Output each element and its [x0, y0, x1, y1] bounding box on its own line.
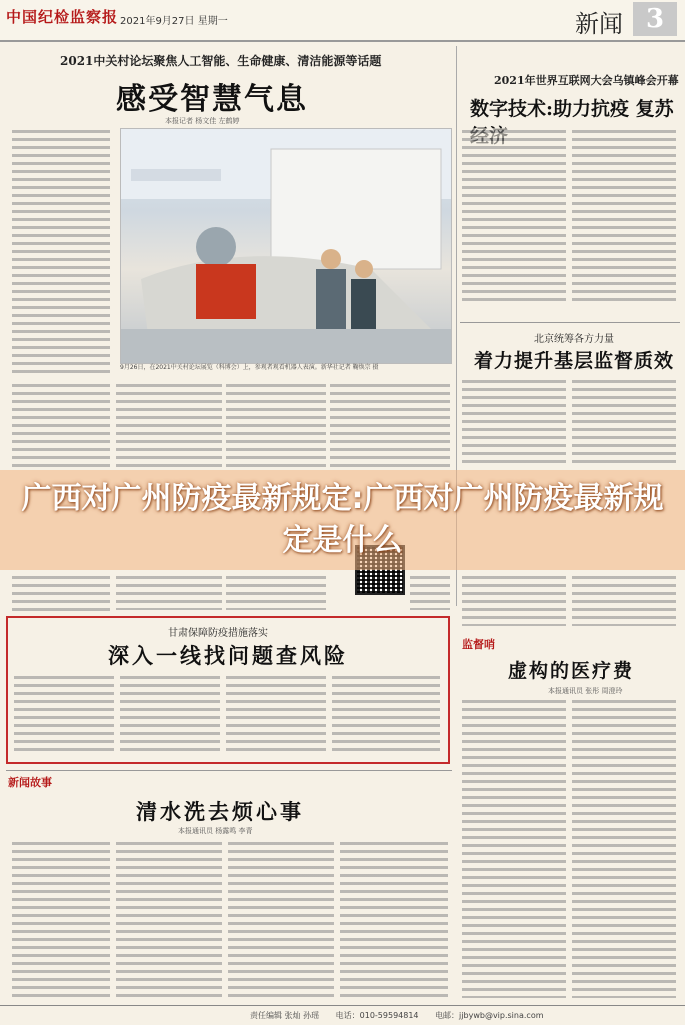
bottom-story-text-column [228, 840, 334, 1000]
top-story-text-column [226, 574, 326, 610]
right-story-kicker: 2021年世界互联网大会乌镇峰会开幕 [494, 74, 679, 87]
top-story-text-column [410, 574, 450, 610]
right-story-text-column [462, 128, 566, 306]
footer-editor: 责任编辑 张灿 孙瑶 [250, 1011, 320, 1020]
supervision-headline: 虚构的医疗费 [508, 660, 635, 682]
bottom-story-text-column [116, 840, 222, 1000]
supervision-tag: 监督哨 [462, 638, 495, 651]
beijing-story-text-column [462, 574, 566, 626]
beijing-story-kicker: 北京统筹各方力量 [534, 334, 614, 345]
footer-phone: 电话：010-59594814 [335, 1011, 419, 1020]
right-story-text-column [572, 128, 676, 306]
bottom-story-text-column [340, 840, 448, 1000]
supervision-byline: 本报通讯员 张彤 周澄玲 [548, 687, 623, 695]
top-story-byline: 本报记者 杨文佳 左鹤婷 [165, 117, 240, 125]
top-story-text-column [226, 382, 326, 468]
bottom-story-text-column [12, 840, 110, 1000]
top-story-text-column [116, 574, 222, 610]
section-divider [6, 770, 452, 771]
supervision-text-column [462, 698, 566, 998]
footer-email: 电邮：jjbywb@vip.sina.com [435, 1011, 544, 1020]
overlay-title: 广西对广州防疫最新规定:广西对广州防疫最新规定是什么 [21, 481, 664, 558]
gansu-story-headline: 深入一线找问题查风险 [108, 643, 348, 668]
section-divider [460, 322, 680, 323]
gansu-story-text-column [120, 674, 220, 754]
beijing-story-text-column [572, 574, 676, 626]
page-number: 3 [633, 2, 677, 36]
top-story-text-column [12, 574, 110, 614]
page-footer [0, 1005, 685, 1025]
beijing-story-headline: 着力提升基层监督质效 [474, 350, 675, 372]
beijing-story-text-column [462, 378, 566, 468]
supervision-text-column [572, 698, 676, 998]
gansu-story-kicker: 甘肃保障防疫措施落实 [168, 628, 268, 639]
gansu-story-text-column [14, 674, 114, 754]
right-story-headline: 数字技术:助力抗疫 复苏 [470, 98, 674, 120]
top-story-text-column [116, 382, 222, 468]
photo-caption: 9月26日，在2021中关村论坛展览（科博会）上，参观者观看机器人表演。新华社记者 鞠焕宗 摄 [120, 364, 379, 371]
bottom-story-headline: 清水洗去烦心事 [136, 799, 304, 824]
top-story-text-column [330, 382, 450, 468]
gansu-story-text-column [332, 674, 440, 754]
gansu-story-text-column [226, 674, 326, 754]
bottom-story-byline: 本报通讯员 杨露鸣 李青 [178, 827, 253, 835]
top-story-headline: 感受智慧气息 [116, 82, 308, 117]
newspaper-logo: 中国纪检监察报 [6, 8, 119, 26]
beijing-story-text-column [572, 378, 676, 468]
section-title: 新闻 [575, 10, 623, 38]
news-story-tag: 新闻故事 [8, 776, 52, 789]
expo-photo [120, 128, 452, 364]
top-story-kicker: 2021中关村论坛聚焦人工智能、生命健康、清洁能源等话题 [60, 54, 382, 68]
expo-photo-illustration [121, 129, 451, 363]
top-story-text-column [12, 128, 110, 376]
top-story-text-column [12, 382, 110, 468]
issue-date: 2021年9月27日 星期一 [120, 16, 228, 27]
